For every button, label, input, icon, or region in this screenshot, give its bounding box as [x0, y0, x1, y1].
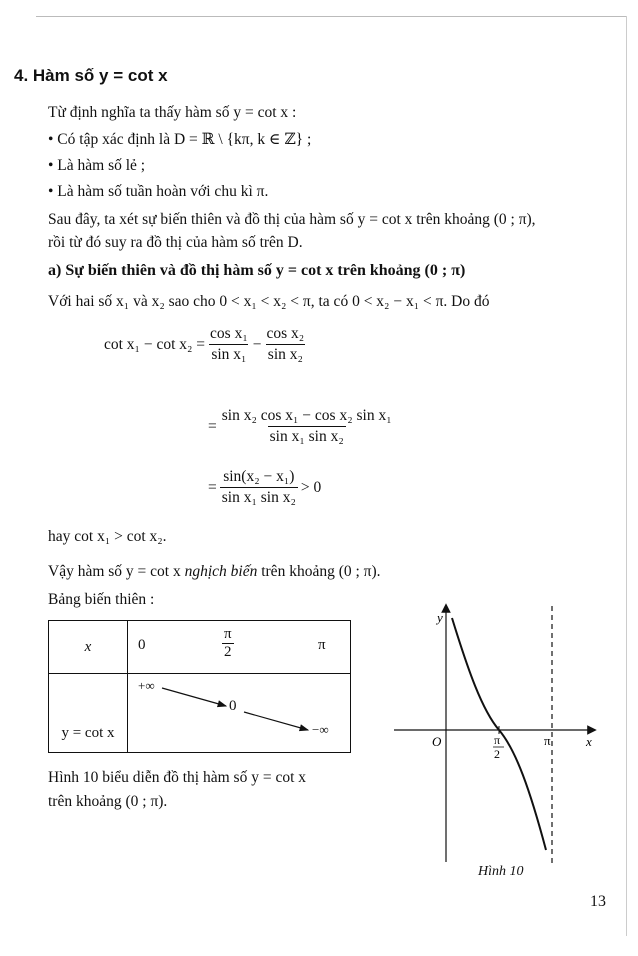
eq1-den-2: sin x₂: [267, 346, 303, 363]
table-x-values: [128, 621, 351, 674]
table-row-x: [49, 621, 351, 674]
y-value-zero: 0: [229, 698, 237, 714]
eq2-num: sin x₂ cos x₁ − cos x₂ sin x₁: [221, 407, 392, 424]
conclusion: [48, 562, 381, 582]
conclusion-c: trên khoảng (0 ; π).: [257, 563, 381, 580]
paragraph-2: Với hai số x₁ và x₂ sao cho 0 < x₁ < x₂ < π, ta có 0 < x₂ − x₁ < π. Do đó: [48, 293, 490, 310]
x-value-0: 0: [138, 637, 146, 653]
eq3-num: sin(x₂ − x₁): [223, 468, 295, 485]
top-rule: [36, 16, 626, 17]
conclusion-emphasis: nghịch biến: [184, 563, 258, 580]
equation-1: [104, 325, 309, 364]
origin-label: O: [432, 734, 442, 749]
eq2-fraction: [220, 407, 394, 446]
eq2-equals: =: [208, 417, 217, 435]
eq3-equals: =: [208, 478, 217, 496]
bullet-odd: • Là hàm số lẻ ;: [48, 157, 146, 174]
paragraph-1-line-1: Sau đây, ta xét sự biến thiên và đồ thị của hàm số y = cot x trên khoảng (0 ; π),: [48, 211, 536, 228]
pi-label: π: [544, 733, 551, 748]
equation-2: [208, 407, 397, 446]
y-value-minus-inf: −∞: [312, 722, 329, 737]
arrow-down-1: [162, 688, 226, 706]
eq1-fraction-1: [208, 325, 250, 364]
equation-3: [208, 468, 321, 507]
x-axis-label: x: [586, 734, 592, 749]
half-pi-den: 2: [224, 644, 232, 660]
eq1-den-1: sin x₁: [211, 346, 247, 363]
subsection-title: a) Sự biến thiên và đồ thị hàm số y = cot x trên khoảng (0 ; π): [48, 262, 466, 279]
eq1-minus: −: [252, 335, 262, 353]
half-pi-label-num: π: [494, 733, 501, 747]
table-y-values: [128, 674, 351, 753]
figure-text-line-1: Hình 10 biểu diễn đồ thị hàm số y = cot x: [48, 769, 307, 786]
y-axis-label: y: [437, 610, 443, 625]
eq3-tail: > 0: [300, 478, 322, 496]
section-title: 4. Hàm số y = cot x: [14, 66, 168, 85]
table-y-label: y = cot x: [49, 674, 128, 753]
half-pi-num: π: [223, 626, 232, 642]
eq1-num-2: cos x₂: [266, 325, 305, 342]
right-rule: [626, 16, 627, 936]
figure-text-line-2: trên khoảng (0 ; π).: [48, 793, 168, 810]
bullet-domain: • Có tập xác định là D = ℝ \ {kπ, k ∈ ℤ} ;: [48, 131, 312, 148]
figure-caption: Hình 10: [478, 864, 524, 879]
table-row-y: [49, 674, 351, 753]
bullet-periodic: • Là hàm số tuần hoàn với chu kì π.: [48, 183, 269, 200]
half-pi-label-den: 2: [494, 747, 500, 761]
y-value-plus-inf: +∞: [138, 678, 155, 693]
variation-table: [48, 620, 351, 753]
x-value-half-pi: [222, 626, 234, 661]
x-value-pi: π: [318, 637, 326, 653]
conclusion-a: Vậy hàm số y = cot x: [48, 563, 185, 580]
page-number: 13: [590, 893, 606, 910]
table-arrows: [128, 674, 350, 742]
eq3-fraction: [220, 468, 298, 507]
intro-text: Từ định nghĩa ta thấy hàm số y = cot x :: [48, 104, 297, 121]
table-label: Bảng biến thiên :: [48, 591, 155, 608]
eq2-den: sin x₁ sin x₂: [269, 428, 344, 445]
hay-line: hay cot x₁ > cot x₂.: [48, 528, 167, 545]
eq1-num-1: cos x₁: [210, 325, 248, 342]
eq1-lhs: cot x₁ − cot x₂ =: [104, 335, 206, 353]
paragraph-1-line-2: rồi từ đó suy ra đồ thị của hàm số trên D.: [48, 234, 303, 251]
cot-graph: [390, 600, 626, 870]
table-x-label: x: [49, 621, 128, 674]
arrow-down-2: [244, 712, 308, 730]
eq3-den: sin x₁ sin x₂: [221, 489, 296, 506]
eq1-fraction-2: [265, 325, 307, 364]
